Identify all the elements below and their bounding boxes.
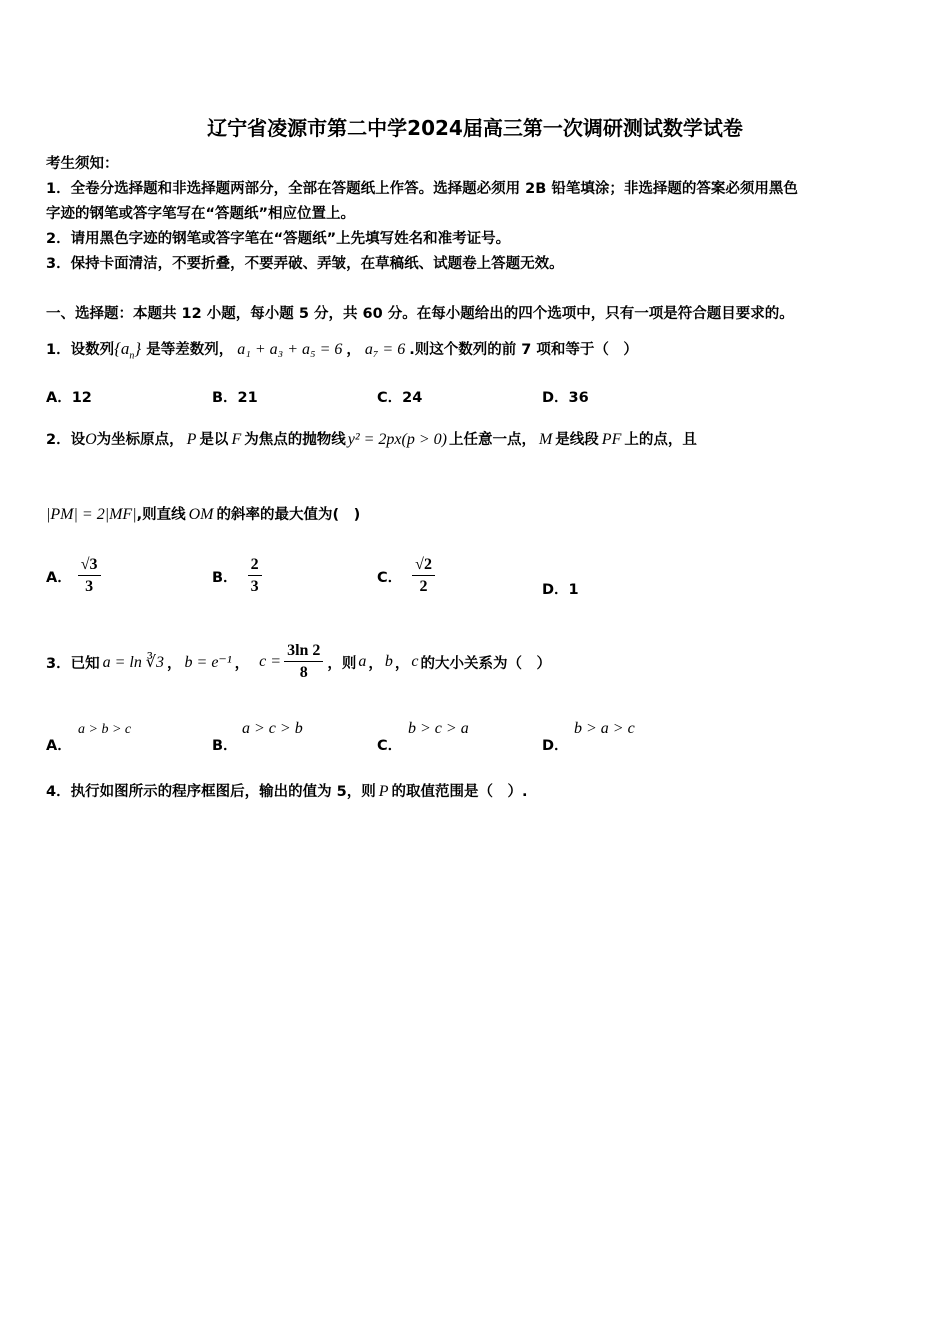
notice-item-3: 3．保持卡面清洁，不要折叠，不要弄破、弄皱，在草稿纸、试题卷上答题无效。 <box>46 256 564 272</box>
q1-option-b[interactable]: B．21 <box>212 390 258 406</box>
question-2-line-1: 2．设O为坐标原点， P 是以 F 为焦点的抛物线 y² = 2px(p > 0) 上任意一点， M 是线段 PF 上的点，且 <box>46 431 697 448</box>
q3-a-definition: a = ln ∛3 <box>102 654 165 671</box>
question-3: 3．已知 a = ln ∛3 ， b = e⁻¹ ， c = $\frac{3\ln 2}{8}$ ，则 a ， b ， c 的大小关系为（ ） <box>46 642 552 681</box>
q2-option-d[interactable]: D．1 <box>542 582 579 598</box>
q3-option-d[interactable]: b > a > c <box>574 720 635 737</box>
page-title: 辽宁省凌源市第二中学2024届高三第一次调研测试数学试卷 <box>207 116 743 140</box>
q3-option-b[interactable]: a > c > b <box>242 720 303 737</box>
notice-item-1a: 1．全卷分选择题和非选择题两部分，全部在答题纸上作答。选择题必须用 2B 铅笔填涂；非选择题的答案必须用黑色 <box>46 181 798 197</box>
q1-option-c[interactable]: C．24 <box>377 390 423 406</box>
q2-option-b[interactable]: B． $\frac{2}{3}$ <box>212 556 262 596</box>
notice-heading: 考生须知： <box>46 156 119 172</box>
q3-option-a[interactable]: a > b > c <box>78 722 132 737</box>
q3-option-d-label[interactable]: D． <box>542 738 569 754</box>
question-1: 1．设数列$\{a_n\}$ 是等差数列， a₁ + a₃ + a₅ = 6 ， a₇ = 6 .则这个数列的前 7 项和等于（ ） <box>46 339 638 362</box>
q1-option-a[interactable]: A．12 <box>46 390 92 406</box>
q3-option-b-label[interactable]: B． <box>212 738 238 754</box>
question-2-line-2: |PM| = 2|MF|,则直线 OM 的斜率的最大值为( ) <box>46 506 361 523</box>
q1-option-d[interactable]: D．36 <box>542 390 589 406</box>
notice-item-1b: 字迹的钢笔或答字笔写在“答题纸”相应位置上。 <box>46 206 356 222</box>
q3-option-c-label[interactable]: C． <box>377 738 403 754</box>
q3-c-fraction: $\frac{3\ln 2}{8}$ <box>284 642 323 682</box>
q2-option-a[interactable]: A． $\frac{√3}{3}$ <box>46 556 101 596</box>
q1-condition-2: a₇ = 6 <box>364 341 406 358</box>
parabola-equation: y² = 2px(p > 0) <box>347 431 447 448</box>
q3-option-c[interactable]: b > c > a <box>408 720 469 737</box>
section-heading: 一、选择题：本题共 12 小题，每小题 5 分，共 60 分。在每小题给出的四个选项中，只有一项是符合题目要求的。 <box>46 306 794 322</box>
q2-condition: |PM| = 2|MF| <box>46 506 137 523</box>
q1-condition-1: a₁ + a₃ + a₅ = 6 <box>237 341 343 358</box>
question-4: 4．执行如图所示的程序框图后，输出的值为 5，则 P 的取值范围是（ ）. <box>46 783 528 800</box>
q3-option-a-label[interactable]: A． <box>46 738 72 754</box>
q3-b-definition: b = e⁻¹ <box>184 654 232 671</box>
notice-item-2: 2．请用黑色字迹的钢笔或答字笔在“答题纸”上先填写姓名和准考证号。 <box>46 231 511 247</box>
q2-option-c[interactable]: C． $\frac{√2}{2}$ <box>377 556 435 596</box>
